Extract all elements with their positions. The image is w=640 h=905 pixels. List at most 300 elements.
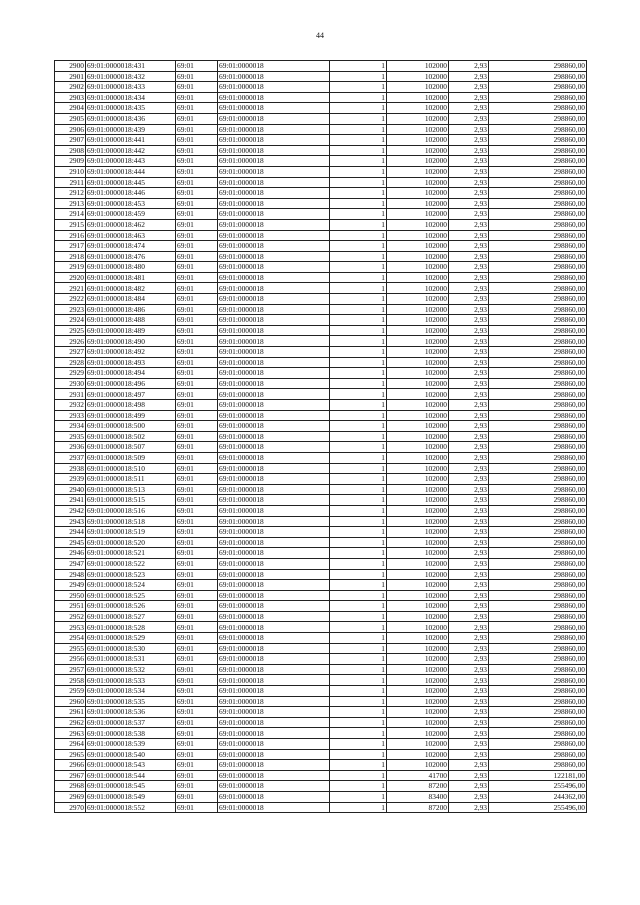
specific-value-cell: 2,93 xyxy=(449,400,489,411)
cadastral-block-cell: 69:01:0000018 xyxy=(218,537,330,548)
object-count-cell: 1 xyxy=(330,304,387,315)
row-number-cell: 2920 xyxy=(55,272,86,283)
cadastral-number-cell: 69:01:0000018:489 xyxy=(86,325,176,336)
area-value-cell: 102000 xyxy=(387,71,449,82)
cadastral-block-cell: 69:01:0000018 xyxy=(218,664,330,675)
cadastral-value-cell: 298860,00 xyxy=(489,431,587,442)
area-value-cell: 102000 xyxy=(387,400,449,411)
specific-value-cell: 2,93 xyxy=(449,82,489,93)
area-value-cell: 102000 xyxy=(387,749,449,760)
table-row xyxy=(55,611,587,622)
district-code-cell: 69:01 xyxy=(176,654,218,665)
table-row xyxy=(55,442,587,453)
cadastral-number-cell: 69:01:0000018:535 xyxy=(86,696,176,707)
row-number-cell: 2961 xyxy=(55,707,86,718)
row-number-cell: 2953 xyxy=(55,622,86,633)
object-count-cell: 1 xyxy=(330,474,387,485)
object-count-cell: 1 xyxy=(330,198,387,209)
row-number-cell: 2918 xyxy=(55,251,86,262)
area-value-cell: 102000 xyxy=(387,654,449,665)
row-number-cell: 2929 xyxy=(55,368,86,379)
specific-value-cell: 2,93 xyxy=(449,601,489,612)
object-count-cell: 1 xyxy=(330,113,387,124)
area-value-cell: 102000 xyxy=(387,664,449,675)
cadastral-number-cell: 69:01:0000018:500 xyxy=(86,421,176,432)
row-number-cell: 2908 xyxy=(55,145,86,156)
cadastral-block-cell: 69:01:0000018 xyxy=(218,410,330,421)
row-number-cell: 2936 xyxy=(55,442,86,453)
cadastral-block-cell: 69:01:0000018 xyxy=(218,696,330,707)
object-count-cell: 1 xyxy=(330,219,387,230)
area-value-cell: 102000 xyxy=(387,580,449,591)
object-count-cell: 1 xyxy=(330,357,387,368)
cadastral-block-cell: 69:01:0000018 xyxy=(218,219,330,230)
cadastral-block-cell: 69:01:0000018 xyxy=(218,241,330,252)
object-count-cell: 1 xyxy=(330,654,387,665)
row-number-cell: 2951 xyxy=(55,601,86,612)
cadastral-value-table xyxy=(54,60,587,813)
specific-value-cell: 2,93 xyxy=(449,622,489,633)
cadastral-value-cell: 298860,00 xyxy=(489,315,587,326)
cadastral-block-cell: 69:01:0000018 xyxy=(218,686,330,697)
table-row xyxy=(55,580,587,591)
cadastral-number-cell: 69:01:0000018:531 xyxy=(86,654,176,665)
object-count-cell: 1 xyxy=(330,315,387,326)
cadastral-value-cell: 298860,00 xyxy=(489,739,587,750)
row-number-cell: 2911 xyxy=(55,177,86,188)
row-number-cell: 2921 xyxy=(55,283,86,294)
table-row xyxy=(55,558,587,569)
cadastral-value-cell: 298860,00 xyxy=(489,569,587,580)
cadastral-number-cell: 69:01:0000018:488 xyxy=(86,315,176,326)
cadastral-block-cell: 69:01:0000018 xyxy=(218,739,330,750)
district-code-cell: 69:01 xyxy=(176,452,218,463)
specific-value-cell: 2,93 xyxy=(449,188,489,199)
table-row xyxy=(55,124,587,135)
cadastral-value-cell: 298860,00 xyxy=(489,505,587,516)
object-count-cell: 1 xyxy=(330,696,387,707)
cadastral-number-cell: 69:01:0000018:534 xyxy=(86,686,176,697)
cadastral-value-cell: 298860,00 xyxy=(489,537,587,548)
object-count-cell: 1 xyxy=(330,156,387,167)
object-count-cell: 1 xyxy=(330,283,387,294)
specific-value-cell: 2,93 xyxy=(449,686,489,697)
cadastral-value-cell: 298860,00 xyxy=(489,474,587,485)
specific-value-cell: 2,93 xyxy=(449,71,489,82)
cadastral-block-cell: 69:01:0000018 xyxy=(218,770,330,781)
district-code-cell: 69:01 xyxy=(176,791,218,802)
area-value-cell: 102000 xyxy=(387,548,449,559)
object-count-cell: 1 xyxy=(330,103,387,114)
cadastral-value-cell: 298860,00 xyxy=(489,633,587,644)
area-value-cell: 102000 xyxy=(387,537,449,548)
object-count-cell: 1 xyxy=(330,421,387,432)
district-code-cell: 69:01 xyxy=(176,728,218,739)
specific-value-cell: 2,93 xyxy=(449,474,489,485)
cadastral-block-cell: 69:01:0000018 xyxy=(218,368,330,379)
row-number-cell: 2943 xyxy=(55,516,86,527)
cadastral-value-cell: 298860,00 xyxy=(489,209,587,220)
object-count-cell: 1 xyxy=(330,241,387,252)
cadastral-block-cell: 69:01:0000018 xyxy=(218,590,330,601)
area-value-cell: 102000 xyxy=(387,251,449,262)
table-row xyxy=(55,347,587,358)
cadastral-block-cell: 69:01:0000018 xyxy=(218,463,330,474)
cadastral-number-cell: 69:01:0000018:510 xyxy=(86,463,176,474)
cadastral-block-cell: 69:01:0000018 xyxy=(218,707,330,718)
cadastral-value-cell: 298860,00 xyxy=(489,156,587,167)
object-count-cell: 1 xyxy=(330,516,387,527)
cadastral-block-cell: 69:01:0000018 xyxy=(218,230,330,241)
object-count-cell: 1 xyxy=(330,209,387,220)
district-code-cell: 69:01 xyxy=(176,527,218,538)
table-row xyxy=(55,802,587,813)
cadastral-value-cell: 298860,00 xyxy=(489,622,587,633)
object-count-cell: 1 xyxy=(330,739,387,750)
district-code-cell: 69:01 xyxy=(176,315,218,326)
area-value-cell: 102000 xyxy=(387,230,449,241)
specific-value-cell: 2,93 xyxy=(449,294,489,305)
table-row xyxy=(55,410,587,421)
cadastral-value-cell: 298860,00 xyxy=(489,495,587,506)
object-count-cell: 1 xyxy=(330,601,387,612)
cadastral-number-cell: 69:01:0000018:544 xyxy=(86,770,176,781)
cadastral-block-cell: 69:01:0000018 xyxy=(218,452,330,463)
cadastral-value-cell: 298860,00 xyxy=(489,452,587,463)
table-row xyxy=(55,315,587,326)
cadastral-value-cell: 298860,00 xyxy=(489,484,587,495)
table-row xyxy=(55,71,587,82)
specific-value-cell: 2,93 xyxy=(449,156,489,167)
cadastral-block-cell: 69:01:0000018 xyxy=(218,580,330,591)
cadastral-number-cell: 69:01:0000018:459 xyxy=(86,209,176,220)
row-number-cell: 2906 xyxy=(55,124,86,135)
specific-value-cell: 2,93 xyxy=(449,230,489,241)
cadastral-block-cell: 69:01:0000018 xyxy=(218,251,330,262)
cadastral-number-cell: 69:01:0000018:446 xyxy=(86,188,176,199)
cadastral-value-cell: 298860,00 xyxy=(489,463,587,474)
district-code-cell: 69:01 xyxy=(176,368,218,379)
table-row xyxy=(55,654,587,665)
cadastral-number-cell: 69:01:0000018:486 xyxy=(86,304,176,315)
district-code-cell: 69:01 xyxy=(176,548,218,559)
district-code-cell: 69:01 xyxy=(176,686,218,697)
table-row xyxy=(55,400,587,411)
object-count-cell: 1 xyxy=(330,770,387,781)
cadastral-block-cell: 69:01:0000018 xyxy=(218,71,330,82)
district-code-cell: 69:01 xyxy=(176,431,218,442)
cadastral-number-cell: 69:01:0000018:507 xyxy=(86,442,176,453)
specific-value-cell: 2,93 xyxy=(449,675,489,686)
table-row xyxy=(55,675,587,686)
table-row xyxy=(55,643,587,654)
district-code-cell: 69:01 xyxy=(176,760,218,771)
row-number-cell: 2959 xyxy=(55,686,86,697)
row-number-cell: 2933 xyxy=(55,410,86,421)
object-count-cell: 1 xyxy=(330,505,387,516)
cadastral-number-cell: 69:01:0000018:482 xyxy=(86,283,176,294)
cadastral-number-cell: 69:01:0000018:540 xyxy=(86,749,176,760)
cadastral-value-cell: 298860,00 xyxy=(489,749,587,760)
specific-value-cell: 2,93 xyxy=(449,505,489,516)
cadastral-number-cell: 69:01:0000018:524 xyxy=(86,580,176,591)
table-row xyxy=(55,357,587,368)
district-code-cell: 69:01 xyxy=(176,696,218,707)
specific-value-cell: 2,93 xyxy=(449,495,489,506)
cadastral-number-cell: 69:01:0000018:435 xyxy=(86,103,176,114)
cadastral-number-cell: 69:01:0000018:538 xyxy=(86,728,176,739)
cadastral-number-cell: 69:01:0000018:436 xyxy=(86,113,176,124)
row-number-cell: 2935 xyxy=(55,431,86,442)
specific-value-cell: 2,93 xyxy=(449,421,489,432)
area-value-cell: 102000 xyxy=(387,304,449,315)
row-number-cell: 2907 xyxy=(55,135,86,146)
cadastral-number-cell: 69:01:0000018:480 xyxy=(86,262,176,273)
area-value-cell: 102000 xyxy=(387,611,449,622)
cadastral-number-cell: 69:01:0000018:463 xyxy=(86,230,176,241)
row-number-cell: 2915 xyxy=(55,219,86,230)
row-number-cell: 2923 xyxy=(55,304,86,315)
table-row xyxy=(55,272,587,283)
table-row xyxy=(55,188,587,199)
specific-value-cell: 2,93 xyxy=(449,537,489,548)
row-number-cell: 2956 xyxy=(55,654,86,665)
cadastral-value-cell: 298860,00 xyxy=(489,336,587,347)
area-value-cell: 102000 xyxy=(387,61,449,72)
specific-value-cell: 2,93 xyxy=(449,633,489,644)
row-number-cell: 2926 xyxy=(55,336,86,347)
cadastral-block-cell: 69:01:0000018 xyxy=(218,188,330,199)
table-row xyxy=(55,368,587,379)
area-value-cell: 102000 xyxy=(387,675,449,686)
district-code-cell: 69:01 xyxy=(176,400,218,411)
cadastral-value-cell: 298860,00 xyxy=(489,760,587,771)
row-number-cell: 2952 xyxy=(55,611,86,622)
table-body xyxy=(55,61,587,813)
cadastral-number-cell: 69:01:0000018:502 xyxy=(86,431,176,442)
table-row xyxy=(55,474,587,485)
row-number-cell: 2913 xyxy=(55,198,86,209)
area-value-cell: 102000 xyxy=(387,294,449,305)
table-row xyxy=(55,495,587,506)
table-row xyxy=(55,294,587,305)
table-row xyxy=(55,251,587,262)
specific-value-cell: 2,93 xyxy=(449,590,489,601)
cadastral-block-cell: 69:01:0000018 xyxy=(218,336,330,347)
specific-value-cell: 2,93 xyxy=(449,760,489,771)
specific-value-cell: 2,93 xyxy=(449,124,489,135)
cadastral-number-cell: 69:01:0000018:444 xyxy=(86,166,176,177)
table-row xyxy=(55,145,587,156)
object-count-cell: 1 xyxy=(330,558,387,569)
cadastral-number-cell: 69:01:0000018:521 xyxy=(86,548,176,559)
row-number-cell: 2946 xyxy=(55,548,86,559)
row-number-cell: 2934 xyxy=(55,421,86,432)
specific-value-cell: 2,93 xyxy=(449,347,489,358)
table-row xyxy=(55,633,587,644)
specific-value-cell: 2,93 xyxy=(449,696,489,707)
cadastral-block-cell: 69:01:0000018 xyxy=(218,717,330,728)
cadastral-value-cell: 298860,00 xyxy=(489,103,587,114)
district-code-cell: 69:01 xyxy=(176,601,218,612)
district-code-cell: 69:01 xyxy=(176,410,218,421)
cadastral-number-cell: 69:01:0000018:519 xyxy=(86,527,176,538)
cadastral-block-cell: 69:01:0000018 xyxy=(218,749,330,760)
object-count-cell: 1 xyxy=(330,622,387,633)
specific-value-cell: 2,93 xyxy=(449,325,489,336)
cadastral-block-cell: 69:01:0000018 xyxy=(218,495,330,506)
table-row xyxy=(55,728,587,739)
table-row xyxy=(55,135,587,146)
cadastral-block-cell: 69:01:0000018 xyxy=(218,272,330,283)
table-row xyxy=(55,389,587,400)
object-count-cell: 1 xyxy=(330,82,387,93)
row-number-cell: 2938 xyxy=(55,463,86,474)
specific-value-cell: 2,93 xyxy=(449,770,489,781)
area-value-cell: 102000 xyxy=(387,166,449,177)
district-code-cell: 69:01 xyxy=(176,61,218,72)
cadastral-number-cell: 69:01:0000018:476 xyxy=(86,251,176,262)
specific-value-cell: 2,93 xyxy=(449,177,489,188)
row-number-cell: 2910 xyxy=(55,166,86,177)
table-row xyxy=(55,241,587,252)
object-count-cell: 1 xyxy=(330,707,387,718)
district-code-cell: 69:01 xyxy=(176,474,218,485)
cadastral-block-cell: 69:01:0000018 xyxy=(218,262,330,273)
cadastral-value-cell: 298860,00 xyxy=(489,400,587,411)
object-count-cell: 1 xyxy=(330,177,387,188)
row-number-cell: 2925 xyxy=(55,325,86,336)
object-count-cell: 1 xyxy=(330,548,387,559)
district-code-cell: 69:01 xyxy=(176,113,218,124)
row-number-cell: 2937 xyxy=(55,452,86,463)
object-count-cell: 1 xyxy=(330,580,387,591)
cadastral-value-cell: 298860,00 xyxy=(489,717,587,728)
cadastral-value-cell: 298860,00 xyxy=(489,283,587,294)
cadastral-number-cell: 69:01:0000018:494 xyxy=(86,368,176,379)
row-number-cell: 2940 xyxy=(55,484,86,495)
cadastral-number-cell: 69:01:0000018:431 xyxy=(86,61,176,72)
district-code-cell: 69:01 xyxy=(176,357,218,368)
table-row xyxy=(55,166,587,177)
area-value-cell: 102000 xyxy=(387,707,449,718)
area-value-cell: 87200 xyxy=(387,781,449,792)
cadastral-value-cell: 298860,00 xyxy=(489,410,587,421)
page-number: 44 xyxy=(316,31,324,40)
cadastral-value-cell: 298860,00 xyxy=(489,188,587,199)
cadastral-number-cell: 69:01:0000018:526 xyxy=(86,601,176,612)
cadastral-block-cell: 69:01:0000018 xyxy=(218,198,330,209)
specific-value-cell: 2,93 xyxy=(449,61,489,72)
area-value-cell: 102000 xyxy=(387,219,449,230)
cadastral-number-cell: 69:01:0000018:533 xyxy=(86,675,176,686)
district-code-cell: 69:01 xyxy=(176,622,218,633)
row-number-cell: 2968 xyxy=(55,781,86,792)
table-row xyxy=(55,156,587,167)
cadastral-value-cell: 298860,00 xyxy=(489,113,587,124)
specific-value-cell: 2,93 xyxy=(449,463,489,474)
cadastral-number-cell: 69:01:0000018:499 xyxy=(86,410,176,421)
specific-value-cell: 2,93 xyxy=(449,728,489,739)
area-value-cell: 102000 xyxy=(387,601,449,612)
cadastral-value-cell: 298860,00 xyxy=(489,219,587,230)
area-value-cell: 102000 xyxy=(387,241,449,252)
district-code-cell: 69:01 xyxy=(176,749,218,760)
cadastral-number-cell: 69:01:0000018:549 xyxy=(86,791,176,802)
specific-value-cell: 2,93 xyxy=(449,749,489,760)
district-code-cell: 69:01 xyxy=(176,558,218,569)
specific-value-cell: 2,93 xyxy=(449,410,489,421)
district-code-cell: 69:01 xyxy=(176,219,218,230)
cadastral-value-cell: 298860,00 xyxy=(489,516,587,527)
cadastral-number-cell: 69:01:0000018:523 xyxy=(86,569,176,580)
cadastral-block-cell: 69:01:0000018 xyxy=(218,558,330,569)
cadastral-number-cell: 69:01:0000018:462 xyxy=(86,219,176,230)
object-count-cell: 1 xyxy=(330,675,387,686)
cadastral-block-cell: 69:01:0000018 xyxy=(218,633,330,644)
cadastral-number-cell: 69:01:0000018:515 xyxy=(86,495,176,506)
table-row xyxy=(55,113,587,124)
area-value-cell: 102000 xyxy=(387,590,449,601)
table-row xyxy=(55,304,587,315)
cadastral-value-cell: 298860,00 xyxy=(489,251,587,262)
cadastral-number-cell: 69:01:0000018:432 xyxy=(86,71,176,82)
cadastral-number-cell: 69:01:0000018:539 xyxy=(86,739,176,750)
table-row xyxy=(55,219,587,230)
cadastral-number-cell: 69:01:0000018:511 xyxy=(86,474,176,485)
object-count-cell: 1 xyxy=(330,643,387,654)
cadastral-block-cell: 69:01:0000018 xyxy=(218,389,330,400)
cadastral-number-cell: 69:01:0000018:496 xyxy=(86,378,176,389)
cadastral-block-cell: 69:01:0000018 xyxy=(218,791,330,802)
row-number-cell: 2902 xyxy=(55,82,86,93)
area-value-cell: 102000 xyxy=(387,82,449,93)
row-number-cell: 2944 xyxy=(55,527,86,538)
specific-value-cell: 2,93 xyxy=(449,516,489,527)
specific-value-cell: 2,93 xyxy=(449,103,489,114)
cadastral-number-cell: 69:01:0000018:543 xyxy=(86,760,176,771)
district-code-cell: 69:01 xyxy=(176,707,218,718)
specific-value-cell: 2,93 xyxy=(449,272,489,283)
specific-value-cell: 2,93 xyxy=(449,113,489,124)
table-row xyxy=(55,198,587,209)
cadastral-block-cell: 69:01:0000018 xyxy=(218,156,330,167)
area-value-cell: 102000 xyxy=(387,643,449,654)
district-code-cell: 69:01 xyxy=(176,495,218,506)
table-row xyxy=(55,378,587,389)
row-number-cell: 2954 xyxy=(55,633,86,644)
row-number-cell: 2931 xyxy=(55,389,86,400)
object-count-cell: 1 xyxy=(330,495,387,506)
cadastral-value-cell: 298860,00 xyxy=(489,558,587,569)
district-code-cell: 69:01 xyxy=(176,664,218,675)
area-value-cell: 102000 xyxy=(387,262,449,273)
row-number-cell: 2967 xyxy=(55,770,86,781)
cadastral-block-cell: 69:01:0000018 xyxy=(218,357,330,368)
cadastral-block-cell: 69:01:0000018 xyxy=(218,548,330,559)
table-row xyxy=(55,622,587,633)
object-count-cell: 1 xyxy=(330,410,387,421)
specific-value-cell: 2,93 xyxy=(449,92,489,103)
area-value-cell: 102000 xyxy=(387,124,449,135)
cadastral-number-cell: 69:01:0000018:518 xyxy=(86,516,176,527)
cadastral-value-cell: 298860,00 xyxy=(489,421,587,432)
cadastral-value-cell: 298860,00 xyxy=(489,590,587,601)
cadastral-value-cell: 298860,00 xyxy=(489,82,587,93)
row-number-cell: 2916 xyxy=(55,230,86,241)
area-value-cell: 102000 xyxy=(387,421,449,432)
row-number-cell: 2924 xyxy=(55,315,86,326)
